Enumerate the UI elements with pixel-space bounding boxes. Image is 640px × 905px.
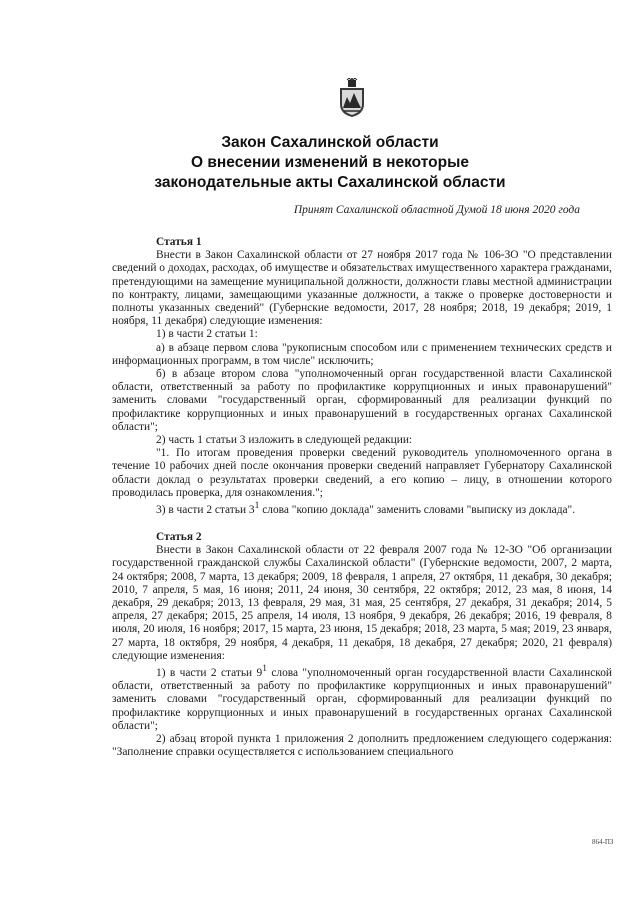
title-line-1: Закон Сахалинской области bbox=[221, 134, 439, 151]
article-2-item-2: 2) абзац второй пункта 1 приложения 2 дополнить предложением следующего содержания: "Заполнение справки осуществляется с использованием специального bbox=[112, 732, 612, 759]
article-1-item-1: 1) в части 2 статьи 1: bbox=[156, 328, 258, 341]
law-title bbox=[120, 133, 540, 193]
article-1-item-3-superscript: 1 bbox=[254, 501, 260, 512]
article-2-heading: Статья 2 bbox=[156, 531, 202, 544]
article-1-item-3 bbox=[112, 500, 612, 517]
article-2-item-1-superscript: 1 bbox=[262, 664, 267, 675]
adoption-note: Принят Сахалинской областной Думой 18 июня 2020 года bbox=[293, 204, 580, 216]
sakhalin-coat-of-arms-icon bbox=[338, 78, 366, 118]
article-1-item-2-quote: "1. По итогам проведения проверки сведений руководитель уполномоченного органа в течение 10 рабочих дней после окончания проверки сведений направляет Губернатору Сахалинской области доклад о результатах проверки сведений, а его копию – лицу, в отношении которого проводилась проверка, для ознакомления."; bbox=[112, 447, 612, 499]
article-1-heading: Статья 1 bbox=[156, 236, 202, 248]
article-2-item-1-part-b: слова "уполномоченный орган государственной власти Сахалинской области, ответственный за работу по профилактике коррупционных и иных правонарушений" заменить словами "государственный орган, сформированный для реализации функций по профилактике коррупционных и иных правонарушений в государственных органах Сахалинской области"; bbox=[112, 666, 612, 732]
article-1-item-3-part-b: слова "копию доклада" заменить словами "выписку из доклада". bbox=[259, 503, 576, 516]
article-2-intro: Внести в Закон Сахалинской области от 22 февраля 2007 года № 12-ЗО "Об организации государственной гражданской службы Сахалинской области" (Губернские ведомости, 2007, 2 марта, 24 октября; 2008, 7 марта, 13 декабря; 2009, 18 февраля, 1 апреля, 27 октября, 11 декабря, 30 декабря; 2010, 7 апреля, 5 мая, 16 июня; 2011, 24 июня, 30 сентября, 22 октября; 2012, 23 мая, 8 июня, 14 декабря, 29 декабря; 2013, 13 февраля, 29 мая, 31 мая, 25 сентября, 27 декабря, 31 декабря; 2014, 5 апреля, 27 декабря; 2015, 25 апреля, 14 июля, 13 ноября, 9 декабря, 26 декабря; 2016, 19 февраля, 8 июля, 20 июля, 16 ноября; 2017, 15 марта, 23 июня, 15 декабря; 2018, 23 марта, 5 мая; 2019, 23 января, 27 марта, 18 октября, 29 ноября, 4 декабря, 11 декабря, 18 декабря, 27 декабря; 2020, 21 февраля) следующие изменения: bbox=[112, 544, 612, 662]
title-line-2: О внесении изменений в некоторые bbox=[191, 154, 469, 171]
article-1-item-1b: б) в абзаце втором слова "уполномоченный орган государственной власти Сахалинской области, ответственный за работу по профилактике коррупционных и иных правонарушений" заменить словами "государственный орган, сформированный для реализации функций по профилактике коррупционных и иных правонарушений в государственных органах Сахалинской области"; bbox=[112, 368, 612, 433]
article-2-item-1-part-a: 1) в части 2 статьи 9 bbox=[156, 666, 263, 679]
article-2-item-1 bbox=[112, 663, 612, 733]
document-code: 864-ПЗ bbox=[592, 838, 614, 846]
article-1-intro: Внести в Закон Сахалинской области от 27 ноября 2017 года № 106-ЗО "О представлении сведений о доходах, расходах, об имуществе и обязательствах имущественного характера гражданами, претендующими на замещение муниципальной должности, должности главы местной администрации по контракту, лицами, замещающими указанные должности, а также о проверке достоверности и полноты указанных сведений" (Губернские ведомости, 2017, 28 ноября; 2018, 19 декабря; 2019, 1 ноября, 11 декабря) следующие изменения: bbox=[112, 249, 612, 328]
article-1-item-1a: а) в абзаце первом слова "рукописным способом или с применением технических средств и информационных программ, в том числе" исключить; bbox=[112, 341, 612, 367]
article-1-item-3-part-a: 3) в части 2 статьи 3 bbox=[156, 503, 255, 516]
article-1-item-2: 2) часть 1 статьи 3 изложить в следующей редакции: bbox=[156, 434, 413, 447]
title-line-3: законодательные акты Сахалинской области bbox=[154, 174, 506, 191]
document-body bbox=[112, 236, 612, 759]
